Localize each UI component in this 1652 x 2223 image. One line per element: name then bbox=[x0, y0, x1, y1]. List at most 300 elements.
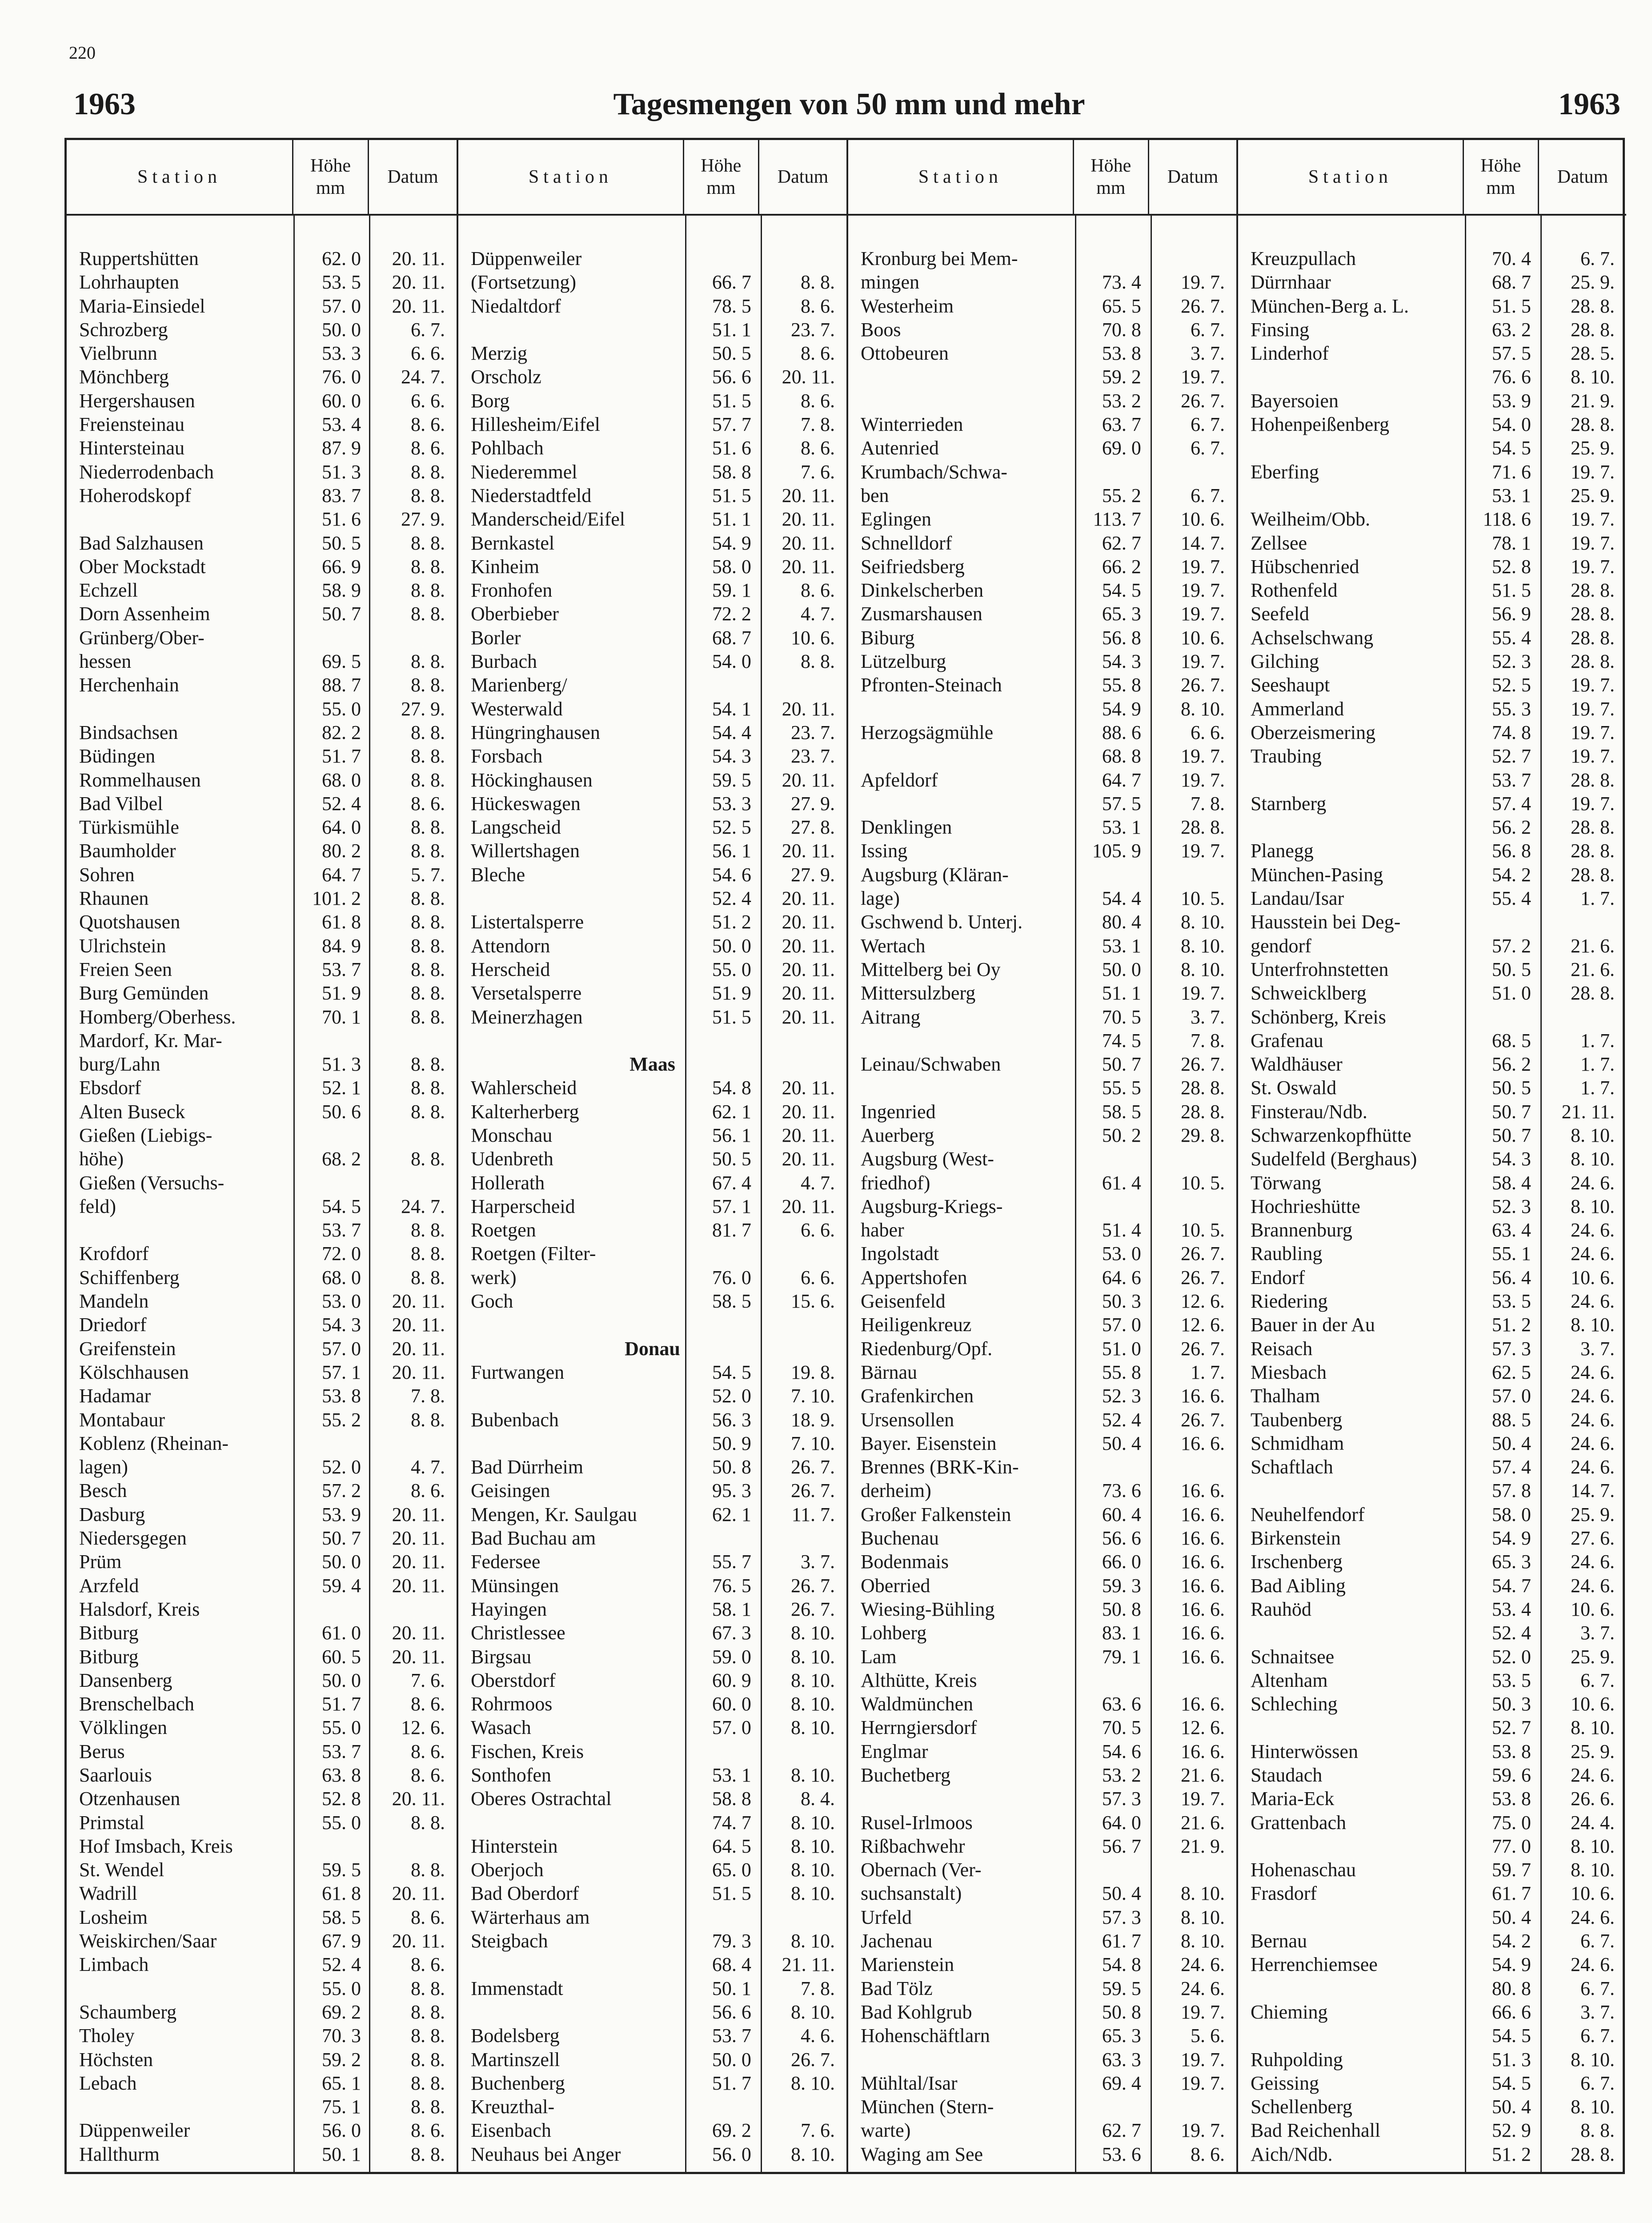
date: 19. 7. bbox=[1571, 461, 1615, 483]
table-row bbox=[848, 318, 1236, 341]
date: 8. 10. bbox=[1181, 698, 1225, 720]
date: 8. 6. bbox=[801, 389, 835, 412]
date: 8. 10. bbox=[791, 2072, 835, 2094]
table-row bbox=[1238, 626, 1626, 650]
station-name: Besch bbox=[79, 1480, 127, 1502]
table-row bbox=[458, 1692, 846, 1716]
height-mm: 63. 6 bbox=[1102, 1693, 1141, 1715]
height-mm: 54. 5 bbox=[322, 1195, 361, 1217]
station-name: Geisingen bbox=[471, 1480, 550, 1502]
height-mm: 54. 0 bbox=[1492, 413, 1531, 436]
station-name: Altenham bbox=[1251, 1669, 1328, 1691]
date: 19. 7. bbox=[1571, 745, 1615, 767]
date: 21. 11. bbox=[782, 1954, 835, 1976]
table-row bbox=[458, 2143, 846, 2166]
table-row bbox=[67, 389, 457, 413]
height-mm: 59. 2 bbox=[322, 2048, 361, 2071]
date: 8. 8. bbox=[411, 1266, 445, 1288]
table-row bbox=[848, 484, 1236, 507]
station-name: Linderhof bbox=[1251, 342, 1329, 365]
date: 3. 7. bbox=[1191, 342, 1225, 365]
header-height: Höhe mm bbox=[684, 140, 759, 214]
height-mm: 66. 0 bbox=[1102, 1551, 1141, 1573]
date bbox=[1149, 863, 1236, 887]
table-row bbox=[848, 1384, 1236, 1408]
height-mm: 73. 4 bbox=[1102, 271, 1141, 293]
height-mm: 57. 2 bbox=[322, 1480, 361, 1502]
station-name: Zusmarshausen bbox=[861, 603, 982, 625]
height-mm: 72. 2 bbox=[712, 603, 751, 625]
station-name bbox=[1238, 1621, 1464, 1645]
station-name: Herzogsägmühle bbox=[861, 721, 994, 743]
height-mm bbox=[1074, 1455, 1149, 1479]
date: 8. 8. bbox=[411, 603, 445, 625]
date: 18. 9. bbox=[791, 1408, 835, 1431]
date: 8. 10. bbox=[791, 1811, 835, 1834]
station-name: Dinkelscherben bbox=[861, 579, 984, 602]
station-name: Niedaltdorf bbox=[471, 295, 561, 317]
station-name: Harperscheid bbox=[471, 1195, 575, 1217]
height-mm: 63. 3 bbox=[1102, 2048, 1141, 2071]
station-name: Rohrmoos bbox=[471, 1693, 553, 1715]
height-mm: 53. 0 bbox=[322, 1290, 361, 1312]
date: 28. 8. bbox=[1571, 840, 1615, 862]
date: 19. 7. bbox=[1181, 2119, 1225, 2142]
station-name: Dorn Assenheim bbox=[79, 603, 210, 625]
date: 16. 6. bbox=[1181, 1598, 1225, 1620]
station-name: Martinszell bbox=[471, 2048, 560, 2071]
date: 5. 6. bbox=[1191, 2025, 1225, 2047]
table-row bbox=[458, 1811, 846, 1834]
station-name: Finsing bbox=[1251, 318, 1310, 341]
table-row bbox=[848, 1550, 1236, 1573]
date: 8. 8. bbox=[411, 2001, 445, 2023]
table-row bbox=[848, 1289, 1236, 1313]
table-row bbox=[1238, 768, 1626, 792]
height-mm: 50. 4 bbox=[1492, 1432, 1531, 1454]
date: 7. 8. bbox=[1191, 1029, 1225, 1051]
table-row bbox=[458, 1408, 846, 1432]
station-name: Autenried bbox=[861, 437, 939, 459]
table-row bbox=[67, 1716, 457, 1739]
table-row bbox=[67, 318, 457, 341]
table-row bbox=[1238, 887, 1626, 910]
height-mm: 81. 7 bbox=[712, 1219, 751, 1241]
height-mm: 84. 9 bbox=[322, 935, 361, 957]
height-mm: 50. 7 bbox=[1492, 1124, 1531, 1146]
date: 8. 8. bbox=[411, 982, 445, 1004]
height-mm: 74. 7 bbox=[712, 1811, 751, 1834]
height-mm: 54. 1 bbox=[712, 698, 751, 720]
table-row bbox=[458, 1313, 846, 1336]
date bbox=[1539, 910, 1626, 934]
height-mm: 58. 1 bbox=[712, 1598, 751, 1620]
date: 5. 7. bbox=[411, 863, 445, 886]
station-name: Waging am See bbox=[861, 2143, 983, 2165]
date: 8. 6. bbox=[801, 295, 835, 317]
date: 20. 11. bbox=[782, 935, 835, 957]
date: 8. 8. bbox=[411, 1100, 445, 1123]
station-name: Mittersulzberg bbox=[861, 982, 976, 1004]
table-row bbox=[1238, 1645, 1626, 1669]
date: 20. 11. bbox=[782, 1077, 835, 1099]
station-name: Augsburg (Kläran- bbox=[861, 863, 1009, 886]
table-row bbox=[1238, 1100, 1626, 1124]
date: 8. 10. bbox=[1181, 958, 1225, 980]
date: 8. 8. bbox=[801, 271, 835, 293]
table-row bbox=[67, 1858, 457, 1882]
station-name bbox=[1238, 1479, 1464, 1502]
height-mm: 70. 1 bbox=[322, 1006, 361, 1028]
height-mm: 58. 0 bbox=[712, 555, 751, 578]
date: 20. 11. bbox=[782, 1100, 835, 1123]
table-row bbox=[458, 2048, 846, 2071]
height-mm: 57. 4 bbox=[1492, 792, 1531, 815]
height-mm: 50. 7 bbox=[1492, 1100, 1531, 1123]
station-name: Udenbreth bbox=[471, 1148, 553, 1170]
date: 8. 10. bbox=[791, 1669, 835, 1691]
date: 19. 7. bbox=[1181, 745, 1225, 767]
date bbox=[759, 1740, 846, 1763]
height-mm: 56. 8 bbox=[1102, 626, 1141, 649]
row-list bbox=[848, 247, 1236, 2166]
table-row bbox=[848, 1147, 1236, 1171]
table-row bbox=[848, 697, 1236, 721]
date: 26. 7. bbox=[1181, 389, 1225, 412]
table-row bbox=[67, 887, 457, 910]
height-mm: 56. 6 bbox=[712, 366, 751, 388]
table-row bbox=[458, 1550, 846, 1573]
height-mm: 53. 1 bbox=[1102, 935, 1141, 957]
station-name: Schrozberg bbox=[79, 318, 168, 341]
date: 21. 6. bbox=[1571, 958, 1615, 980]
table-row bbox=[1238, 460, 1626, 484]
height-mm: 52. 8 bbox=[1492, 555, 1531, 578]
height-mm: 55. 2 bbox=[1102, 484, 1141, 506]
date: 20. 11. bbox=[392, 295, 445, 317]
date: 27. 9. bbox=[791, 863, 835, 886]
date: 24. 6. bbox=[1571, 1954, 1615, 1976]
height-mm: 69. 0 bbox=[1102, 437, 1141, 459]
date: 28. 5. bbox=[1571, 342, 1615, 365]
table-row bbox=[1238, 2119, 1626, 2142]
station-name bbox=[458, 318, 684, 341]
station-name: burg/Lahn bbox=[79, 1053, 160, 1075]
station-name: Finsterau/Ndb. bbox=[1251, 1100, 1367, 1123]
group-header bbox=[848, 140, 1236, 216]
date: 10. 5. bbox=[1181, 1172, 1225, 1194]
station-name: Tholey bbox=[79, 2025, 135, 2047]
height-mm: 68. 5 bbox=[1492, 1029, 1531, 1051]
station-name: Grafenkirchen bbox=[861, 1385, 974, 1407]
height-mm: 62. 5 bbox=[1492, 1361, 1531, 1383]
station-name: Saarlouis bbox=[79, 1764, 152, 1786]
date: 8. 8. bbox=[411, 2048, 445, 2071]
table-row bbox=[1238, 650, 1626, 673]
station-name: Planegg bbox=[1251, 840, 1314, 862]
station-name bbox=[67, 1218, 293, 1242]
height-mm: 56. 8 bbox=[1492, 840, 1531, 862]
table-row bbox=[67, 744, 457, 768]
date: 20. 11. bbox=[392, 1788, 445, 1810]
height-mm: 65. 3 bbox=[1102, 603, 1141, 625]
date: 8. 8. bbox=[411, 2072, 445, 2094]
height-mm: 53. 7 bbox=[322, 1740, 361, 1762]
date: 26. 7. bbox=[1181, 1266, 1225, 1288]
table-row bbox=[67, 768, 457, 792]
date: 16. 6. bbox=[1181, 1385, 1225, 1407]
station-name: Chieming bbox=[1251, 2001, 1328, 2023]
table-row bbox=[67, 1455, 457, 1479]
date: 8. 8. bbox=[411, 555, 445, 578]
year-left: 1963 bbox=[73, 87, 136, 121]
date: 8. 8. bbox=[411, 769, 445, 791]
height-mm: 62. 1 bbox=[712, 1503, 751, 1525]
height-mm: 58. 4 bbox=[1492, 1172, 1531, 1194]
station-name: Mönchberg bbox=[79, 366, 169, 388]
height-mm: 54. 5 bbox=[1492, 2072, 1531, 2094]
table-row bbox=[67, 1147, 457, 1171]
station-name: Schaumberg bbox=[79, 2001, 177, 2023]
station-name: Neuhaus bei Anger bbox=[471, 2143, 621, 2165]
table-row bbox=[458, 1906, 846, 1929]
row-list bbox=[1238, 247, 1626, 2166]
height-mm: 76. 0 bbox=[322, 366, 361, 388]
station-name: Wiesing-Bühling bbox=[861, 1598, 995, 1620]
group-header bbox=[458, 140, 846, 216]
date: 21. 6. bbox=[1181, 1811, 1225, 1834]
table-row bbox=[848, 981, 1236, 1005]
table-row bbox=[458, 507, 846, 531]
table-row bbox=[1238, 1005, 1626, 1029]
date: 24. 6. bbox=[1571, 1432, 1615, 1454]
station-name: Bayer. Eisenstein bbox=[861, 1432, 997, 1454]
table-row bbox=[1238, 578, 1626, 602]
station-name: Eisenbach bbox=[471, 2119, 551, 2142]
station-name bbox=[1238, 2024, 1464, 2047]
height-mm: 56. 0 bbox=[322, 2119, 361, 2142]
date bbox=[369, 1834, 457, 1858]
table-row bbox=[67, 1195, 457, 1218]
date: 20. 11. bbox=[392, 1551, 445, 1573]
station-name: St. Oswald bbox=[1251, 1077, 1337, 1099]
date: 6. 7. bbox=[1580, 248, 1615, 269]
height-mm: 66. 2 bbox=[1102, 555, 1141, 578]
station-name: haber bbox=[861, 1219, 904, 1241]
date: 8. 10. bbox=[1181, 911, 1225, 933]
station-name: höhe) bbox=[79, 1148, 124, 1170]
table-row bbox=[848, 650, 1236, 673]
station-name: Dürrnhaar bbox=[1251, 271, 1331, 293]
group-body bbox=[458, 216, 846, 2172]
station-name: Bodelsberg bbox=[471, 2025, 560, 2047]
date: 7. 8. bbox=[801, 413, 835, 436]
station-name bbox=[458, 1432, 684, 1455]
station-name: Herchenhain bbox=[79, 674, 179, 696]
station-name: Gilching bbox=[1251, 650, 1319, 673]
table-row bbox=[848, 389, 1236, 413]
height-mm: 50. 7 bbox=[1102, 1053, 1141, 1075]
station-name: Großer Falkenstein bbox=[861, 1503, 1011, 1525]
date: 20. 11. bbox=[782, 555, 835, 578]
height-mm: 51. 1 bbox=[1102, 982, 1141, 1004]
table-row bbox=[1238, 1408, 1626, 1432]
height-mm: 50. 0 bbox=[712, 935, 751, 957]
height-mm: 53. 8 bbox=[322, 1385, 361, 1407]
table-row bbox=[848, 2071, 1236, 2095]
height-mm bbox=[1074, 1195, 1149, 1218]
station-name: Krumbach/Schwa- bbox=[861, 461, 1007, 483]
height-mm bbox=[1074, 460, 1149, 484]
date: 14. 7. bbox=[1571, 1480, 1615, 1502]
height-mm bbox=[1074, 247, 1149, 270]
table-row bbox=[848, 1597, 1236, 1621]
table-row bbox=[1238, 1266, 1626, 1289]
date: 28. 8. bbox=[1571, 816, 1615, 839]
station-name: Baumholder bbox=[79, 840, 176, 862]
table-row bbox=[1238, 1076, 1626, 1099]
table-row bbox=[458, 578, 846, 602]
station-name: Burbach bbox=[471, 650, 537, 673]
height-mm: 64. 7 bbox=[1102, 769, 1141, 791]
table-row bbox=[67, 1621, 457, 1645]
height-mm: 51. 9 bbox=[712, 982, 751, 1004]
table-row bbox=[458, 1929, 846, 1953]
height-mm: 58. 0 bbox=[1492, 1503, 1531, 1525]
table-row bbox=[848, 2095, 1236, 2119]
station-name: Rhaunen bbox=[79, 887, 149, 910]
table-row bbox=[67, 484, 457, 507]
date: 25. 9. bbox=[1571, 1503, 1615, 1525]
date: 8. 10. bbox=[1571, 366, 1615, 388]
table-row bbox=[458, 484, 846, 507]
table-row bbox=[1238, 1550, 1626, 1573]
height-mm: 64. 0 bbox=[322, 816, 361, 839]
date: 8. 10. bbox=[1181, 1930, 1225, 1952]
station-name: Wertach bbox=[861, 935, 926, 957]
table-row bbox=[67, 507, 457, 531]
station-name: gendorf bbox=[1251, 935, 1311, 957]
station-name: Versetalsperre bbox=[471, 982, 582, 1004]
station-name: St. Wendel bbox=[79, 1859, 164, 1881]
table-row bbox=[458, 839, 846, 863]
station-name: Attendorn bbox=[471, 935, 550, 957]
height-mm: 61. 7 bbox=[1102, 1930, 1141, 1952]
date: 28. 8. bbox=[1571, 579, 1615, 602]
height-mm: 70. 5 bbox=[1102, 1006, 1141, 1028]
date: 8. 10. bbox=[791, 2001, 835, 2023]
date: 8. 8. bbox=[801, 650, 835, 673]
table-row bbox=[67, 1052, 457, 1076]
table-row bbox=[1238, 958, 1626, 981]
date bbox=[1149, 1455, 1236, 1479]
height-mm: 50. 8 bbox=[1102, 1598, 1141, 1620]
table-row bbox=[458, 673, 846, 697]
height-mm: 61. 8 bbox=[322, 911, 361, 933]
table-row bbox=[1238, 294, 1626, 318]
table-row bbox=[67, 910, 457, 934]
table-row bbox=[67, 2143, 457, 2166]
table-row bbox=[1238, 1124, 1626, 1147]
station-name bbox=[848, 1029, 1074, 1052]
date: 8. 6. bbox=[411, 1480, 445, 1502]
height-mm: 59. 0 bbox=[712, 1645, 751, 1668]
height-mm: 70. 3 bbox=[322, 2025, 361, 2047]
height-mm: 53. 9 bbox=[1492, 389, 1531, 412]
date: 8. 10. bbox=[1571, 2048, 1615, 2071]
height-mm bbox=[684, 1906, 759, 1929]
table-row bbox=[458, 934, 846, 958]
height-mm: 53. 7 bbox=[1492, 769, 1531, 791]
station-name: Federsee bbox=[471, 1551, 541, 1573]
height-mm: 68. 0 bbox=[322, 769, 361, 791]
table-row bbox=[67, 1503, 457, 1526]
date: 28. 8. bbox=[1571, 295, 1615, 317]
date: 21. 11. bbox=[1561, 1100, 1615, 1123]
station-name bbox=[458, 887, 684, 910]
date: 20. 11. bbox=[392, 1882, 445, 1905]
height-mm: 52. 0 bbox=[712, 1385, 751, 1407]
station-name: Hochrieshütte bbox=[1251, 1195, 1360, 1217]
station-name: Höchsten bbox=[79, 2048, 153, 2071]
height-mm: 68. 8 bbox=[1102, 745, 1141, 767]
height-mm: 51. 7 bbox=[712, 2072, 751, 2094]
station-name: lage) bbox=[861, 887, 900, 910]
table-row bbox=[848, 365, 1236, 389]
height-mm: 59. 3 bbox=[1102, 1574, 1141, 1597]
station-name: Türkismühle bbox=[79, 816, 179, 839]
height-mm: 55. 4 bbox=[1492, 626, 1531, 649]
height-mm: 78. 5 bbox=[712, 295, 751, 317]
station-name bbox=[458, 2000, 684, 2024]
station-name: Dansenberg bbox=[79, 1669, 172, 1691]
height-mm: 54. 9 bbox=[1492, 1527, 1531, 1549]
height-mm: 61. 8 bbox=[322, 1882, 361, 1905]
table-row bbox=[1238, 1669, 1626, 1692]
height-mm: 68. 7 bbox=[712, 626, 751, 649]
table-row bbox=[1238, 1289, 1626, 1313]
station-name: Mittelberg bei Oy bbox=[861, 958, 1001, 980]
date: 19. 7. bbox=[1571, 674, 1615, 696]
station-name: Bad Dürrheim bbox=[471, 1456, 583, 1478]
station-name bbox=[1238, 1834, 1464, 1858]
height-mm: 57. 3 bbox=[1102, 1788, 1141, 1810]
station-name: Bad Tölz bbox=[861, 1977, 933, 1999]
table-row bbox=[67, 934, 457, 958]
date: 28. 8. bbox=[1571, 2143, 1615, 2165]
height-mm: 59. 4 bbox=[322, 1574, 361, 1597]
station-name: Geisenfeld bbox=[861, 1290, 946, 1312]
table-row bbox=[1238, 1384, 1626, 1408]
station-name: Pohlbach bbox=[471, 437, 544, 459]
date: 8. 8. bbox=[411, 461, 445, 483]
date: 24. 6. bbox=[1571, 1456, 1615, 1478]
table-row bbox=[67, 2119, 457, 2142]
table-row bbox=[67, 721, 457, 744]
station-name: Montabaur bbox=[79, 1408, 165, 1431]
date: 23. 7. bbox=[791, 721, 835, 743]
station-name: Fronhofen bbox=[471, 579, 553, 602]
height-mm: 52. 4 bbox=[1492, 1622, 1531, 1644]
table-row bbox=[67, 1692, 457, 1716]
station-name: Winterrieden bbox=[861, 413, 963, 436]
station-name: Althütte, Kreis bbox=[861, 1669, 977, 1691]
date: 24. 6. bbox=[1181, 1954, 1225, 1976]
height-mm: 53. 2 bbox=[1102, 389, 1141, 412]
table-row bbox=[848, 1337, 1236, 1360]
station-name: Geissing bbox=[1251, 2072, 1319, 2094]
date bbox=[369, 1124, 457, 1147]
